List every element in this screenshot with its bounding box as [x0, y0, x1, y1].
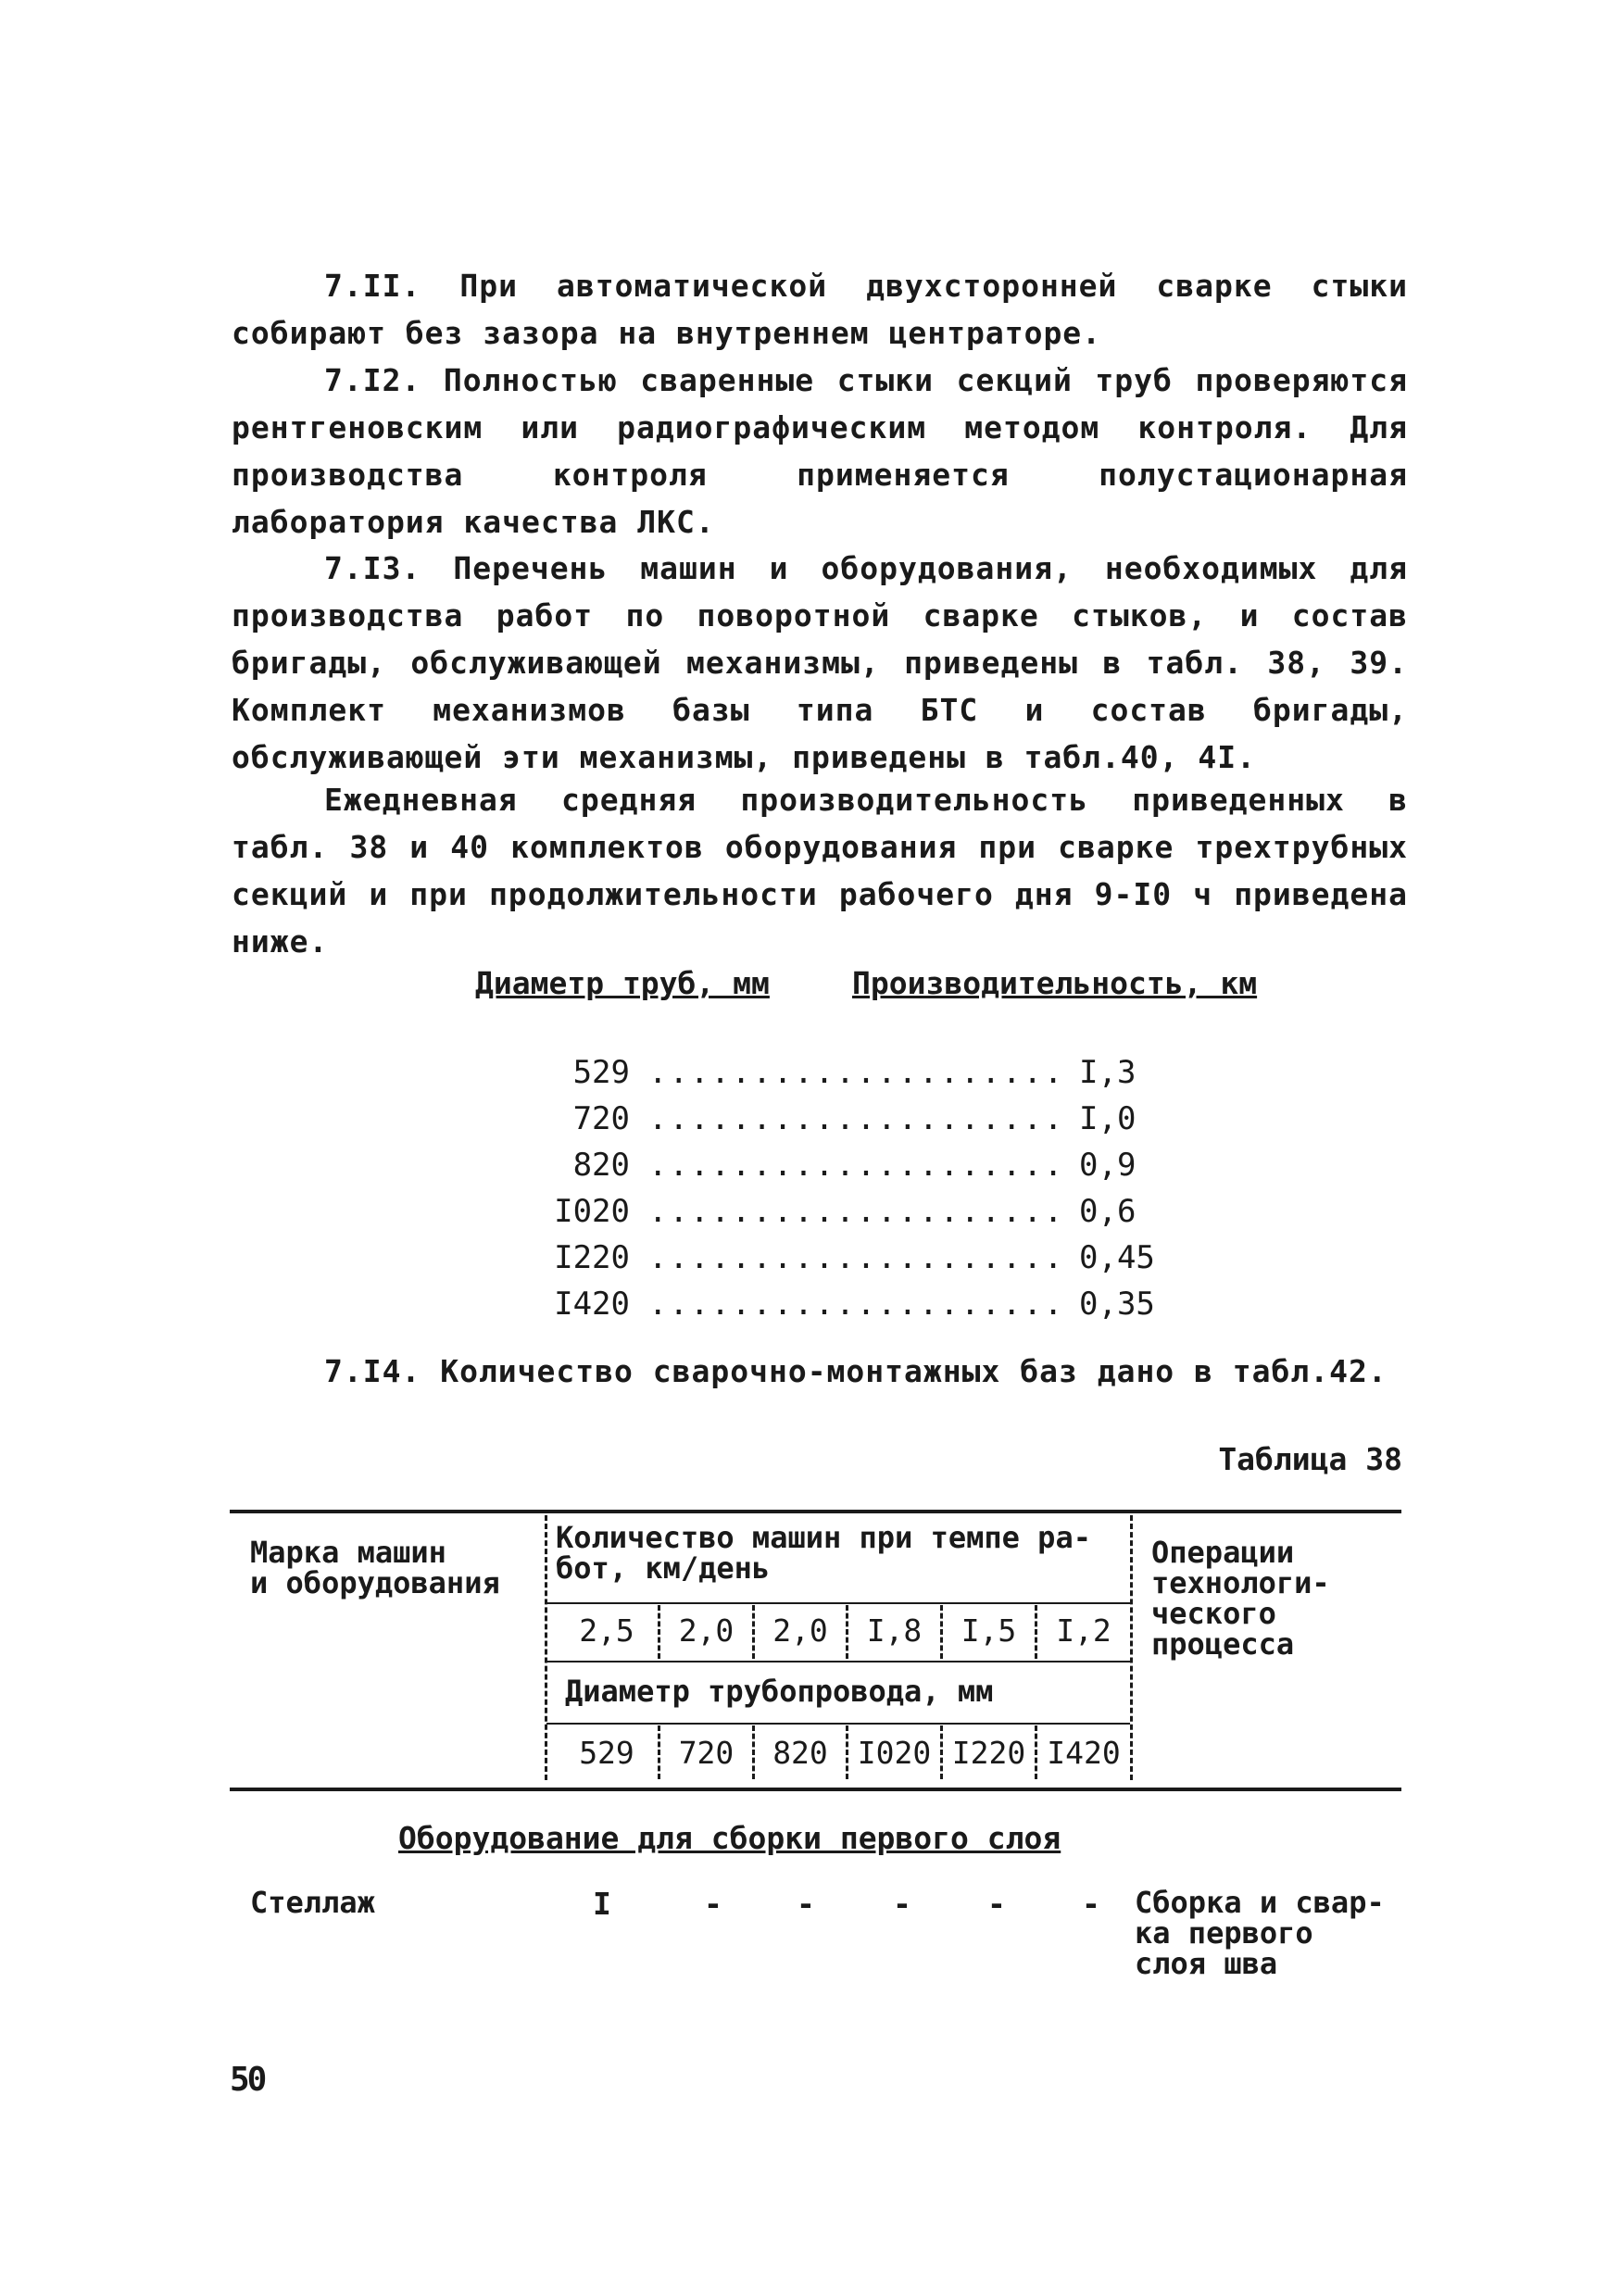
leader-dots: ....................	[648, 1193, 1065, 1230]
table-caption: Таблица 38	[1218, 1441, 1402, 1477]
diameter-value: I220	[554, 1239, 630, 1276]
paragraph-7-14	[232, 1348, 1408, 1395]
paragraph-7-13	[232, 545, 1408, 781]
rate-value: 2,5	[579, 1612, 634, 1649]
column-header-operations: Операции технологи- ческого процесса	[1151, 1535, 1330, 1662]
row-machine-name: Стеллаж	[250, 1885, 375, 1920]
diameter-value: 820	[772, 1735, 828, 1771]
row-value: I	[593, 1886, 611, 1922]
paragraph-text: 7.I4. Количество сварочно-монтажных баз дано в табл.42.	[324, 1353, 1388, 1389]
diameter-value: I420	[1047, 1735, 1121, 1771]
productivity-header-value: Производительность, км	[852, 965, 1258, 1001]
leader-dots: ....................	[648, 1054, 1065, 1091]
row-value: -	[797, 1886, 815, 1922]
table-top-rule	[230, 1510, 1401, 1513]
header-rule	[546, 1661, 1130, 1662]
page-number: 50	[230, 2061, 265, 2099]
leader-dots: ....................	[648, 1239, 1065, 1276]
productivity-value: 0,45	[1079, 1239, 1155, 1276]
column-header-machine: Марка машин и оборудования	[250, 1535, 500, 1600]
paragraph-7-12	[232, 357, 1408, 546]
rate-value: I,2	[1056, 1612, 1111, 1649]
diameter-value: I420	[554, 1286, 630, 1323]
column-divider	[1130, 1515, 1133, 1780]
table-bottom-rule	[230, 1788, 1401, 1791]
productivity-header-diameter: Диаметр труб, мм	[475, 965, 770, 1001]
productivity-value: 0,9	[1079, 1147, 1137, 1184]
paragraph-daily-productivity	[232, 776, 1408, 965]
rate-value: 2,0	[772, 1612, 828, 1649]
row-value: -	[893, 1886, 911, 1922]
paragraph-text: 7.I2. Полностью сваренные стыки секций труб проверяются рентгеновским или радиографическим методом контроля. Для производства контроля применяется полустационарная лаборатория качества ЛКС.	[232, 362, 1408, 540]
diameter-value: I020	[857, 1735, 932, 1771]
productivity-value: I,0	[1079, 1100, 1137, 1137]
rate-value: I,5	[961, 1612, 1017, 1649]
row-operation: Сборка и свар- ка первого слоя шва	[1135, 1885, 1385, 1981]
paragraph-text: 7.I3. Перечень машин и оборудования, необходимых для производства работ по поворотной сварке стыков, и состав бригады, обслуживающей механизмы, приведены в табл. 38, 39. Комплект механизмов базы типа БТС и состав бригады, обслуживающей эти механизмы, приведены в табл.40, 4I.	[232, 550, 1408, 775]
diameter-value: I020	[554, 1193, 630, 1230]
productivity-value: 0,6	[1079, 1193, 1137, 1230]
leader-dots: ....................	[648, 1147, 1065, 1184]
diameter-value: 820	[572, 1147, 630, 1184]
leader-dots: ....................	[648, 1286, 1065, 1323]
productivity-value: 0,35	[1079, 1286, 1155, 1323]
diameter-value: 529	[572, 1054, 630, 1091]
table-section-title: Оборудование для сборки первого слоя	[398, 1820, 1061, 1856]
rate-value: 2,0	[678, 1612, 735, 1649]
diameter-value: I220	[951, 1735, 1026, 1771]
paragraph-text: 7.II. При автоматической двухсторонней сварке стыки собирают без зазора на внутреннем центраторе.	[232, 268, 1408, 351]
header-rule	[546, 1602, 1130, 1604]
row-value: -	[704, 1886, 722, 1922]
header-rule	[546, 1723, 1130, 1725]
productivity-value: I,3	[1079, 1054, 1137, 1091]
paragraph-text: Ежедневная средняя производительность приведенных в табл. 38 и 40 комплектов оборудования при сварке трехтрубных секций и при продолжительности рабочего дня 9-I0 ч приведена ниже.	[232, 782, 1408, 960]
leader-dots: ....................	[648, 1100, 1065, 1137]
column-divider	[545, 1515, 547, 1780]
diameter-value: 720	[572, 1100, 630, 1137]
rate-value: I,8	[866, 1612, 923, 1649]
diameter-value: 529	[579, 1735, 634, 1771]
column-header-quantity: Количество машин при темпе ра- бот, км/день	[556, 1520, 1091, 1586]
diameter-value: 720	[678, 1735, 735, 1771]
row-value: -	[987, 1886, 1006, 1922]
row-value: -	[1082, 1886, 1100, 1922]
paragraph-7-11	[232, 262, 1408, 357]
diameter-header: Диаметр трубопровода, мм	[565, 1674, 994, 1709]
